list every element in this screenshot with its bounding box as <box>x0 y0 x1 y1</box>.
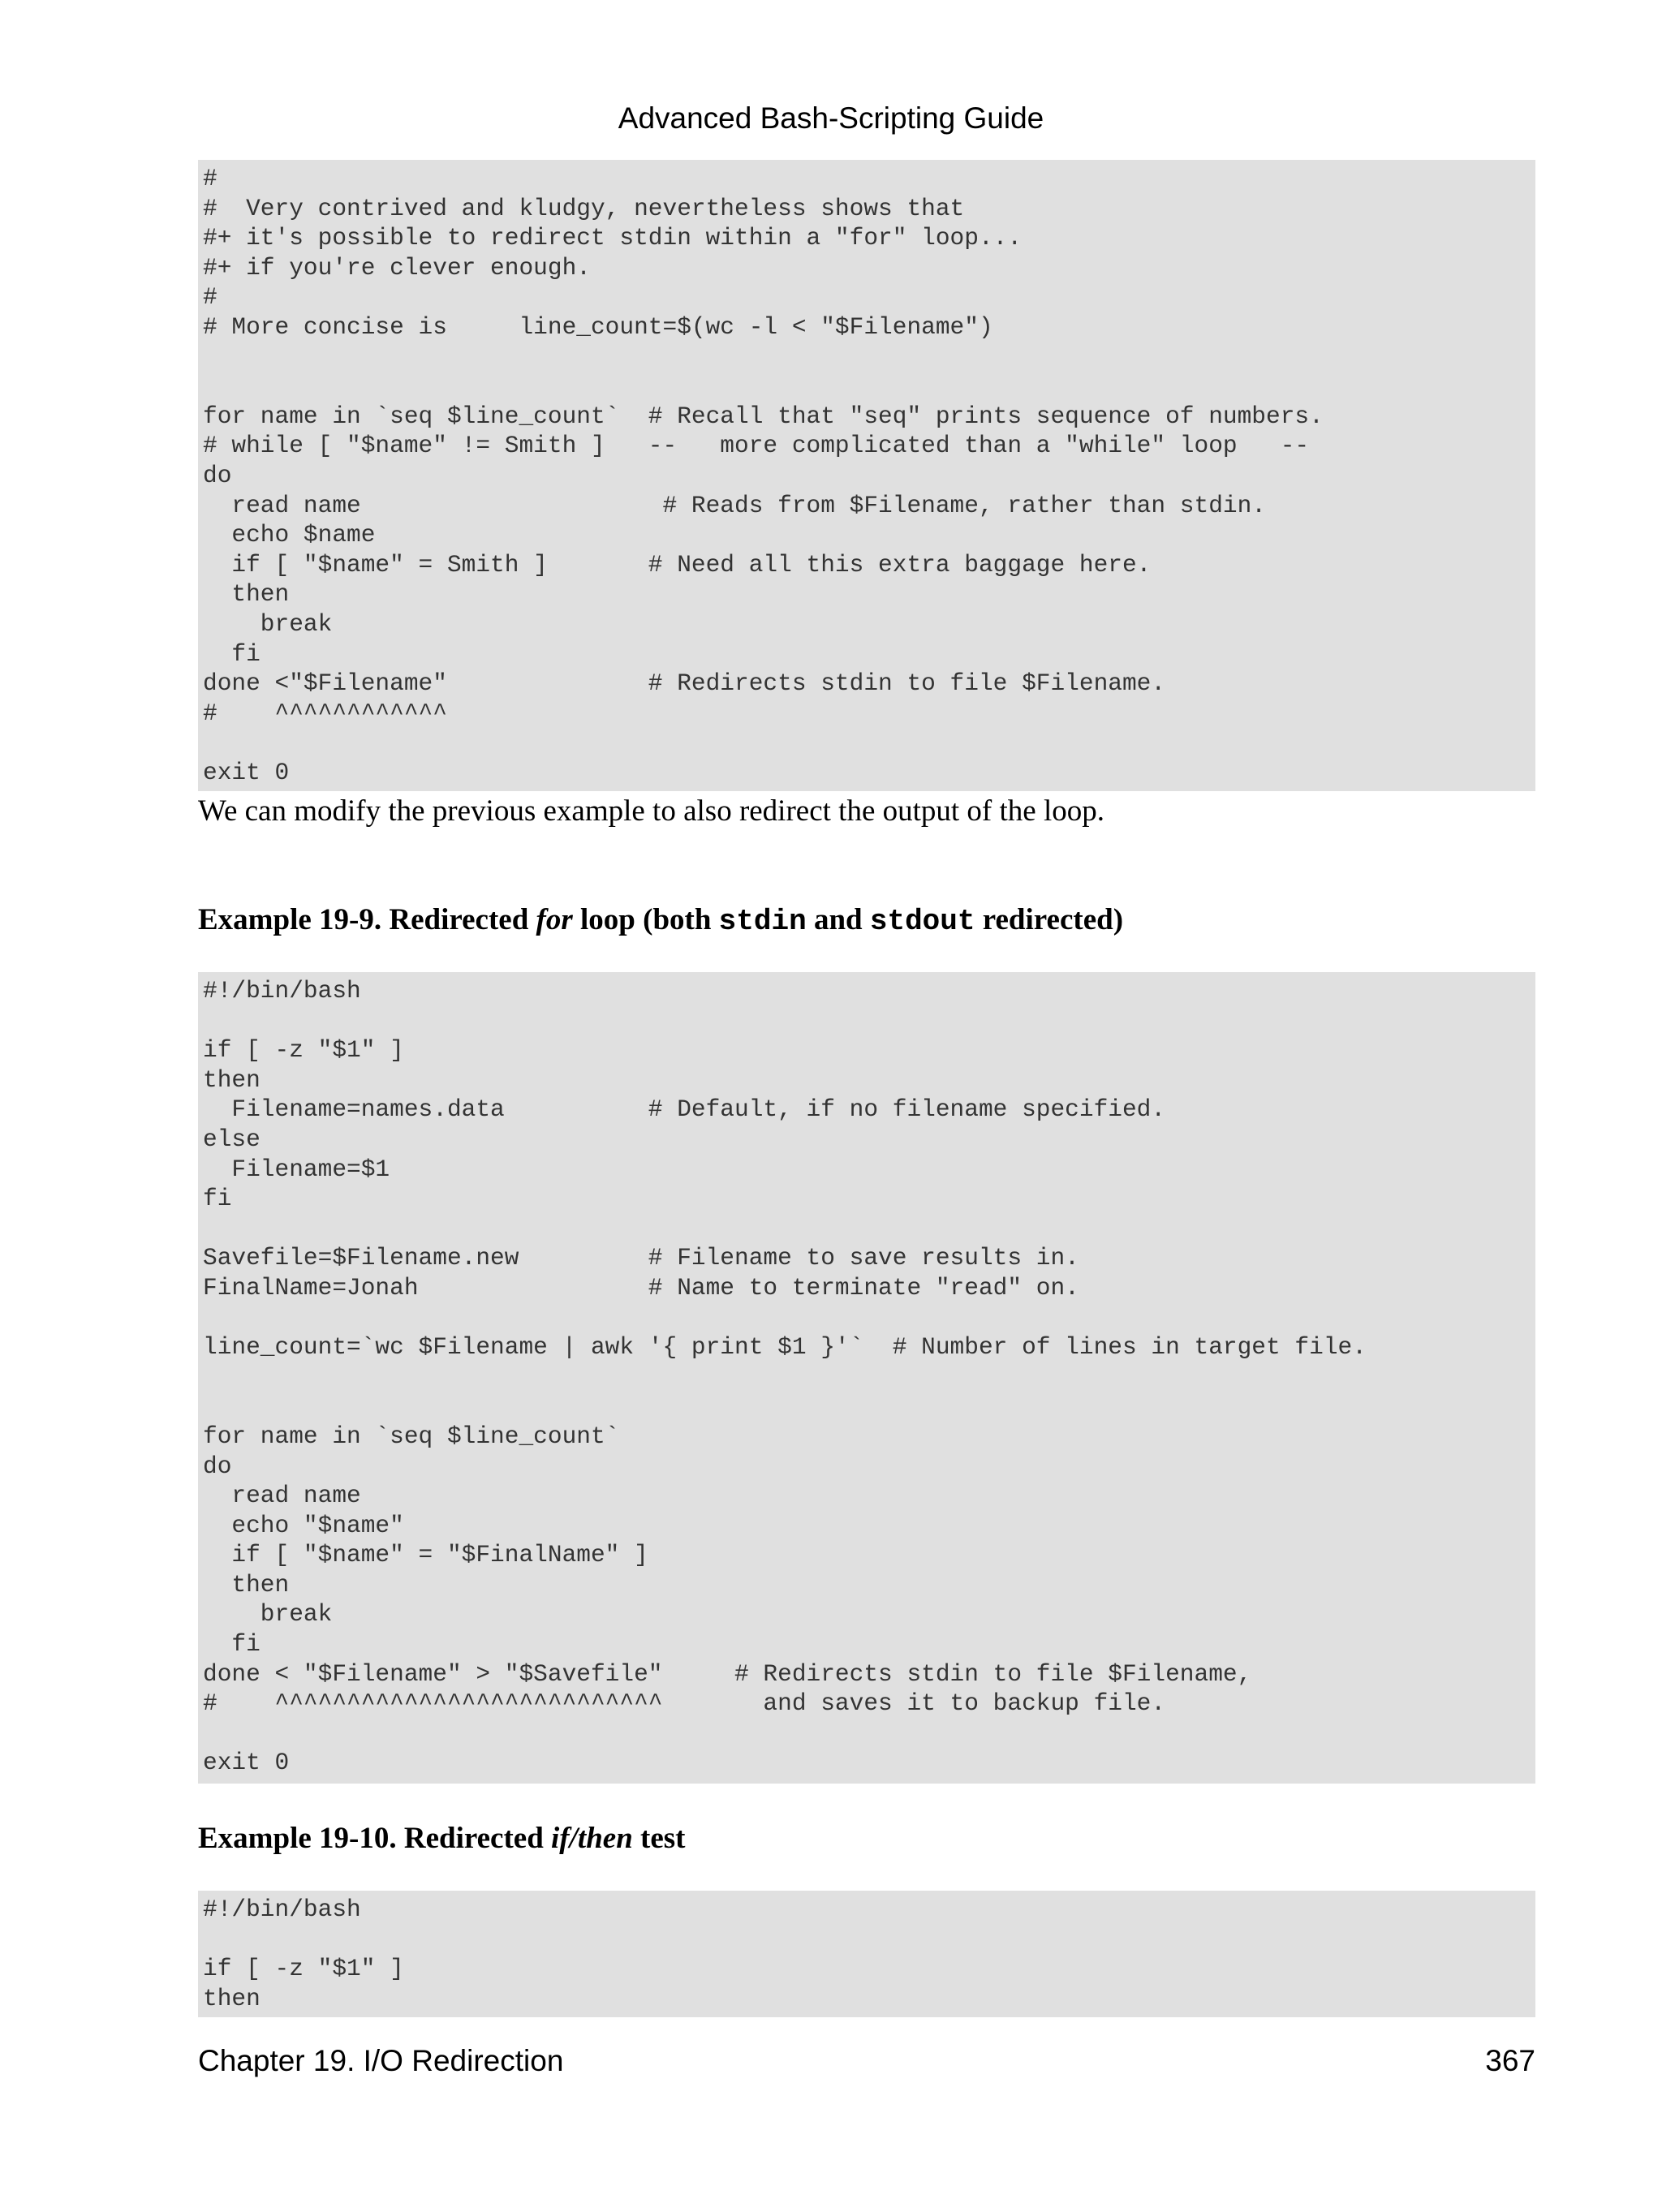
code-line: if [ "$name" = "$FinalName" ] <box>203 1541 648 1569</box>
code-block <box>198 160 1535 791</box>
code-line <box>203 1006 1531 1036</box>
example-title <box>198 1821 686 1857</box>
code-line: # ^^^^^^^^^^^^^^^^^^^^^^^^^^^ and saves it to backup file. <box>203 1689 1166 1718</box>
example-title <box>198 902 1123 940</box>
code-line: exit 0 <box>203 1749 290 1777</box>
example-title-and: and <box>806 903 870 936</box>
page-header: Advanced Bash-Scripting Guide <box>618 101 1044 135</box>
code-line <box>203 1392 1531 1422</box>
code-line: then <box>203 1065 260 1094</box>
code-line <box>203 728 1531 758</box>
code-line: Filename=$1 <box>203 1155 390 1183</box>
code-line: break <box>203 609 333 638</box>
code-line: FinalName=Jonah # Name to terminate "read" on. <box>203 1273 1079 1302</box>
code-line: # while [ "$name" != Smith ] -- more complicated than a "while" loop -- <box>203 432 1310 460</box>
example-title-suffix: test <box>632 1822 686 1855</box>
footer-chapter: Chapter 19. I/O Redirection <box>198 2044 564 2077</box>
example-title-prefix: Example 19-10. Redirected <box>198 1822 552 1855</box>
code-line: for name in `seq $line_count` <box>203 1422 620 1450</box>
code-line: if [ -z "$1" ] <box>203 1036 404 1065</box>
code-line: echo "$name" <box>203 1511 404 1539</box>
code-line <box>203 372 1531 402</box>
code-line: if [ "$name" = Smith ] # Need all this extra baggage here. <box>203 550 1152 579</box>
example-title-code-stdout: stdout <box>869 905 975 938</box>
code-line: Filename=names.data # Default, if no filename specified. <box>203 1095 1166 1124</box>
code-line: else <box>203 1125 260 1153</box>
code-line: # <box>203 283 217 312</box>
code-line: # Very contrived and kludgy, nevertheless shows that <box>203 194 965 222</box>
code-line: #+ if you're clever enough. <box>203 253 591 282</box>
code-block <box>198 1891 1535 2017</box>
code-line <box>203 1362 1531 1392</box>
code-line <box>203 1303 1531 1333</box>
code-line <box>203 1214 1531 1244</box>
code-line: then <box>203 580 290 609</box>
code-line: done < "$Filename" > "$Savefile" # Redirects stdin to file $Filename, <box>203 1659 1252 1688</box>
code-line: then <box>203 1984 260 2012</box>
example-title-code-stdin: stdin <box>718 905 807 938</box>
code-line: done <"$Filename" # Redirects stdin to file $Filename. <box>203 669 1166 698</box>
example-title-prefix: Example 19-9. Redirected <box>198 903 536 936</box>
code-line: fi <box>203 1185 232 1213</box>
body-paragraph: We can modify the previous example to also redirect the output of the loop. <box>198 794 1104 828</box>
example-title-italic: for <box>536 903 573 936</box>
code-line: do <box>203 1452 232 1480</box>
code-line: Savefile=$Filename.new # Filename to save results in. <box>203 1244 1079 1272</box>
code-line: break <box>203 1600 333 1629</box>
code-block <box>198 972 1535 1784</box>
code-line: # <box>203 165 217 192</box>
code-line: # More concise is line_count=$(wc -l < "$Filename") <box>203 312 993 341</box>
code-line: #!/bin/bash <box>203 1896 361 1923</box>
code-line: fi <box>203 1630 260 1659</box>
code-line: exit 0 <box>203 758 290 786</box>
example-title-suffix: redirected) <box>975 903 1124 936</box>
code-line: then <box>203 1570 290 1599</box>
code-line: #!/bin/bash <box>203 977 361 1005</box>
code-line: # ^^^^^^^^^^^^ <box>203 699 447 727</box>
code-line: line_count=`wc $Filename | awk '{ print $1 }'` # Number of lines in target file. <box>203 1333 1367 1362</box>
code-line: do <box>203 461 232 489</box>
footer-page-number: 367 <box>1485 2044 1535 2077</box>
example-title-italic: if/then <box>551 1822 633 1855</box>
example-title-middle: loop (both <box>572 903 719 936</box>
code-line <box>203 342 1531 372</box>
code-line: read name <box>203 1482 361 1510</box>
code-line <box>203 1925 1531 1955</box>
code-line: echo $name <box>203 521 376 549</box>
code-line: #+ it's possible to redirect stdin within a "for" loop... <box>203 224 1023 252</box>
code-line: read name # Reads from $Filename, rather than stdin. <box>203 491 1267 519</box>
code-line: for name in `seq $line_count` # Recall that "seq" prints sequence of numbers. <box>203 402 1324 430</box>
code-line: fi <box>203 639 260 668</box>
code-line <box>203 1719 1531 1749</box>
code-line: if [ -z "$1" ] <box>203 1955 404 1983</box>
